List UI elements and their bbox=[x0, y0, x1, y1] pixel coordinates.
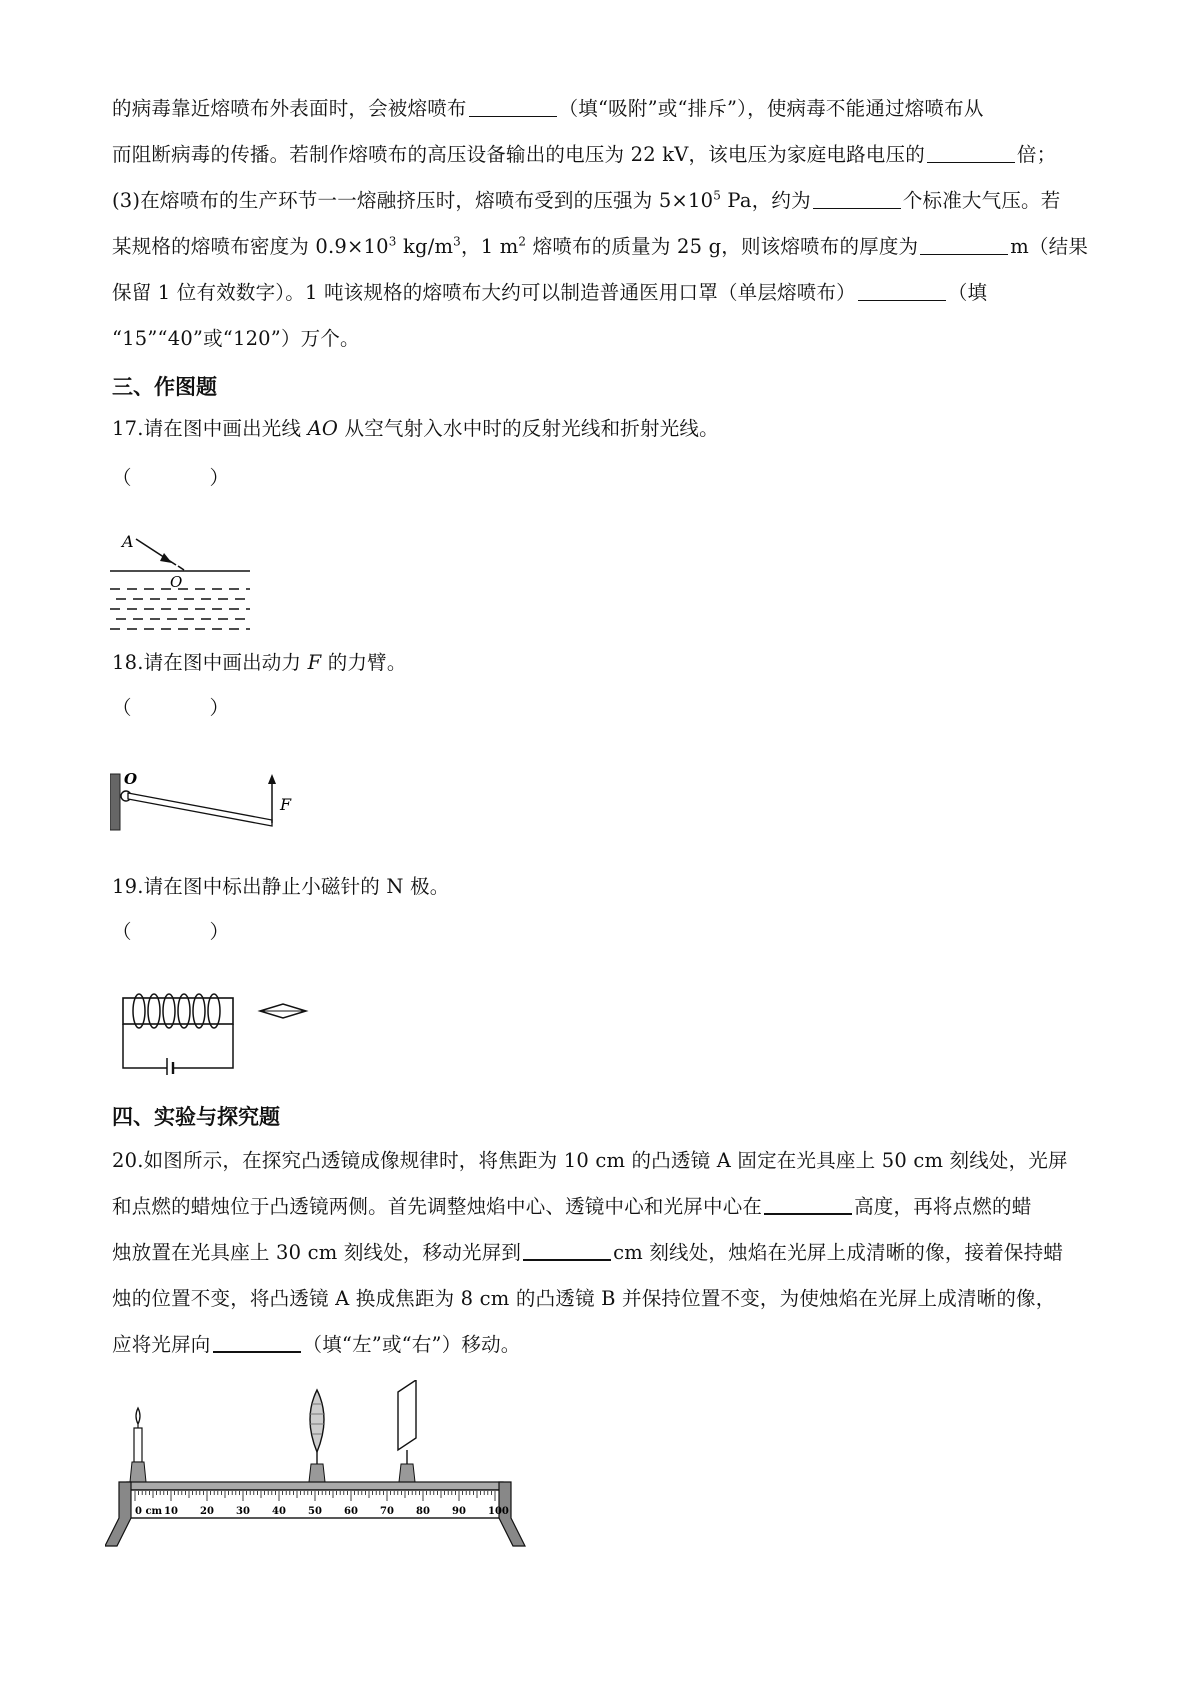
section-title: 四、实验与探究题 bbox=[112, 1105, 280, 1129]
ruler-label: 90 bbox=[452, 1506, 466, 1517]
q20-text: （填“左”或“右”）移动。 bbox=[302, 1333, 521, 1356]
answer-parentheses[interactable]: （ ） bbox=[112, 466, 230, 489]
lever-diagram bbox=[110, 768, 310, 838]
flame-icon bbox=[136, 1408, 140, 1424]
answer-blank[interactable] bbox=[469, 98, 557, 117]
q16-text: ，1 m bbox=[461, 235, 519, 258]
answer-blank[interactable] bbox=[523, 1241, 611, 1261]
arrow-icon bbox=[160, 553, 172, 563]
q20-text: 应将光屏向 bbox=[112, 1333, 211, 1356]
wire-left bbox=[123, 1024, 167, 1068]
answer-blank[interactable] bbox=[764, 1195, 852, 1215]
q18-block bbox=[112, 640, 1102, 730]
q19-text: 19.请在图中标出静止小磁针的 N 极。 bbox=[112, 875, 450, 898]
ruler-label: 40 bbox=[272, 1506, 286, 1517]
q18-text-b: 的力臂。 bbox=[321, 651, 407, 674]
answer-parentheses[interactable]: （ ） bbox=[112, 696, 230, 719]
bench-leg-left bbox=[105, 1482, 131, 1546]
ruler-label: 30 bbox=[236, 1506, 250, 1517]
q16-text: 的病毒靠近熔喷布外表面时，会被熔喷布 bbox=[112, 97, 467, 120]
q16-text: （填 bbox=[947, 281, 988, 304]
ruler-label: 60 bbox=[344, 1506, 358, 1517]
q20-line-4: 烛的位置不变，将凸透镜 A 换成焦距为 8 cm 的凸透镜 B 并保持位置不变，为使烛焰在光屏上成清晰的像， bbox=[112, 1287, 1056, 1310]
label-f: F bbox=[280, 795, 292, 814]
exponent: 3 bbox=[453, 234, 462, 249]
answer-blank[interactable] bbox=[920, 236, 1008, 255]
q16-line-6: “15”“40”或“120”）万个。 bbox=[112, 327, 360, 350]
q20-text: 和点燃的蜡烛位于凸透镜两侧。首先调整烛焰中心、透镜中心和光屏中心在 bbox=[112, 1195, 763, 1218]
answer-blank[interactable] bbox=[927, 144, 1015, 163]
variable: F bbox=[307, 651, 322, 674]
answer-parentheses[interactable]: （ ） bbox=[112, 920, 230, 943]
exam-page bbox=[112, 86, 1102, 500]
q16-text: 个标准大气压。若 bbox=[902, 189, 1061, 212]
ruler-label: 50 bbox=[308, 1506, 322, 1517]
ruler-label: 80 bbox=[416, 1506, 430, 1517]
label-o: O bbox=[170, 573, 183, 591]
q20-line-3 bbox=[112, 1230, 1102, 1276]
q16-text: m（结果 bbox=[1010, 235, 1089, 258]
q20-line-5 bbox=[112, 1322, 1102, 1368]
refraction-diagram bbox=[110, 525, 260, 635]
q16-line-5 bbox=[112, 270, 1102, 316]
water-hatching bbox=[110, 589, 250, 629]
q16-text: （填“吸附”或“排斥”），使病毒不能通过熔喷布从 bbox=[558, 97, 984, 120]
q20-line-1: 20.如图所示，在探究凸透镜成像规律时，将焦距为 10 cm 的凸透镜 A 固定在光具座上 50 cm 刻线处，光屏 bbox=[112, 1149, 1068, 1172]
q16-line-1 bbox=[112, 86, 1102, 132]
section-title: 三、作图题 bbox=[112, 375, 217, 399]
q17-text-b: 从空气射入水中时的反射光线和折射光线。 bbox=[338, 417, 719, 440]
q17-text bbox=[112, 406, 1102, 452]
ruler-label: 100 bbox=[488, 1506, 509, 1517]
lever-bar bbox=[128, 793, 272, 826]
ruler-label: 70 bbox=[380, 1506, 394, 1517]
section4-block bbox=[112, 1100, 1102, 1368]
q18-text-a: 18.请在图中画出动力 bbox=[112, 651, 308, 674]
optical-bench-diagram bbox=[105, 1380, 585, 1570]
q20-text: 高度，再将点燃的蜡 bbox=[854, 1195, 1032, 1218]
q16-text: Pa，约为 bbox=[721, 189, 811, 212]
convex-lens bbox=[309, 1390, 325, 1482]
q16-text: 保留 1 位有效数字）。1 吨该规格的熔喷布大约可以制造普通医用口罩（单层熔喷布） bbox=[112, 281, 856, 304]
answer-blank[interactable] bbox=[858, 282, 946, 301]
ruler-label: 20 bbox=[200, 1506, 214, 1517]
q16-text: 而阻断病毒的传播。若制作熔喷布的高压设备输出的电压为 22 kV，该电压为家庭电路电压的 bbox=[112, 143, 925, 166]
variable: AO bbox=[307, 417, 339, 440]
solenoid-diagram bbox=[115, 990, 345, 1075]
ruler-label: 10 bbox=[164, 1506, 178, 1517]
q16-text: kg/m bbox=[396, 235, 454, 258]
q20-text: 烛放置在光具座上 30 cm 刻线处，移动光屏到 bbox=[112, 1241, 522, 1264]
exponent: 3 bbox=[388, 234, 397, 249]
exponent: 2 bbox=[518, 234, 527, 249]
q16-line-3 bbox=[112, 178, 1102, 224]
q20-line-2 bbox=[112, 1184, 1102, 1230]
q16-line-4 bbox=[112, 224, 1102, 270]
candle bbox=[130, 1408, 146, 1482]
q16-text: 熔喷布的质量为 25 g，则该熔喷布的厚度为 bbox=[526, 235, 919, 258]
light-screen bbox=[398, 1380, 416, 1482]
q17-text-a: 17.请在图中画出光线 bbox=[112, 417, 308, 440]
wire-right bbox=[173, 1024, 233, 1068]
bench-rail bbox=[127, 1482, 503, 1490]
label-o: O bbox=[124, 770, 138, 788]
label-a: A bbox=[122, 532, 134, 551]
q16-text: 某规格的熔喷布密度为 0.9×10 bbox=[112, 235, 389, 258]
q16-text: (3)在熔喷布的生产环节一一熔融挤压时，熔喷布受到的压强为 5×10 bbox=[112, 189, 714, 212]
ruler-label: 0 cm bbox=[135, 1506, 163, 1517]
answer-blank[interactable] bbox=[213, 1333, 301, 1353]
q20-text: cm 刻线处，烛焰在光屏上成清晰的像，接着保持蜡 bbox=[613, 1241, 1064, 1264]
arrow-icon bbox=[268, 774, 276, 784]
q16-text: 倍； bbox=[1016, 143, 1057, 166]
q16-line-2 bbox=[112, 132, 1102, 178]
incident-ray-end bbox=[178, 566, 184, 570]
answer-blank[interactable] bbox=[813, 190, 901, 209]
wall bbox=[110, 774, 120, 830]
q19-block bbox=[112, 864, 1102, 954]
q18-text bbox=[112, 640, 1102, 686]
exponent: 5 bbox=[713, 188, 722, 203]
